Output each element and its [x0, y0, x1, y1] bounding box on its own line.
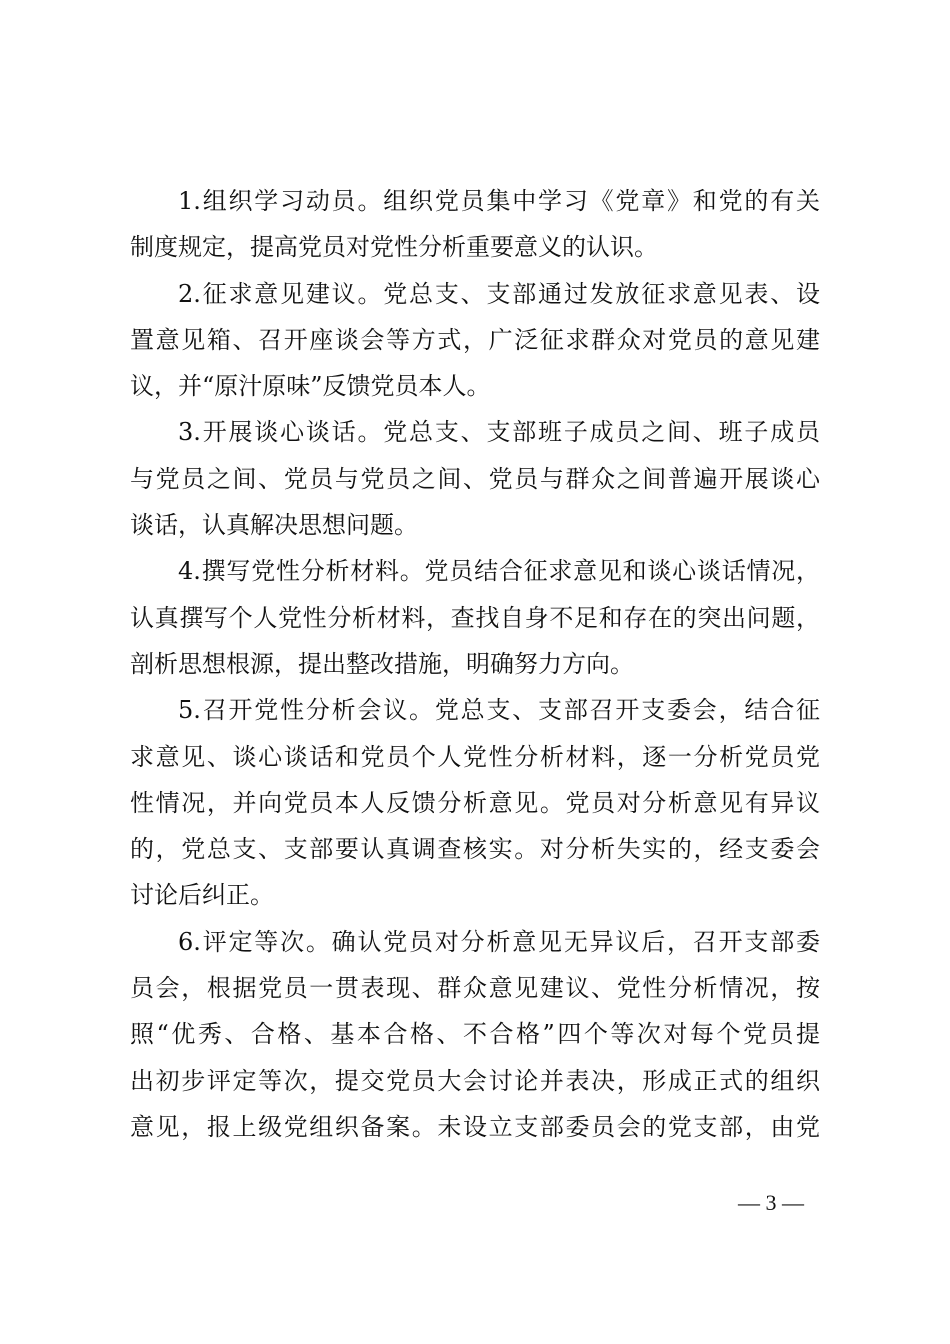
- paragraph-1-line-2: 制度规定，提高党员对党性分析重要意义的认识。: [130, 233, 658, 262]
- paragraph-1-line-1: 1.组织学习动员。组织党员集中学习《党章》和党的有关: [178, 187, 820, 215]
- paragraph-2-line-3: 议，并“原汁原味”反馈党员本人。: [130, 372, 491, 401]
- paragraph-3-line-3: 谈话，认真解决思想问题。: [130, 511, 418, 540]
- body-text: [130, 178, 820, 1150]
- paragraph-5-line-2: 求意见、谈心谈话和党员个人党性分析材料，逐一分析党员党: [130, 742, 820, 771]
- paragraph-6-line-3: 照“优秀、合格、基本合格、不合格”四个等次对每个党员提: [130, 1020, 820, 1049]
- paragraph-4-line-3: 剖析思想根源，提出整改措施，明确努力方向。: [130, 649, 634, 678]
- paragraph-2-line-2: 置意见箱、召开座谈会等方式，广泛征求群众对党员的意见建: [130, 325, 820, 354]
- paragraph-6-line-1: 6.评定等次。确认党员对分析意见无异议后，召开支部委: [178, 927, 820, 956]
- paragraph-6-line-4: 出初步评定等次，提交党员大会讨论并表决，形成正式的组织: [130, 1066, 820, 1095]
- paragraph-4-line-2: 认真撰写个人党性分析材料，查找自身不足和存在的突出问题，: [130, 603, 820, 632]
- paragraph-5-line-5: 讨论后纠正。: [130, 881, 274, 910]
- page-number: — 3 —: [738, 1190, 804, 1215]
- paragraph-5-line-1: 5.召开党性分析会议。党总支、支部召开支委会，结合征: [178, 696, 820, 725]
- paragraph-3-line-2: 与党员之间、党员与党员之间、党员与群众之间普遍开展谈心: [130, 464, 820, 493]
- paragraph-5-line-4: 的，党总支、支部要认真调查核实。对分析失实的，经支委会: [130, 835, 820, 864]
- paragraph-2-line-1: 2.征求意见建议。党总支、支部通过发放征求意见表、设: [178, 279, 820, 308]
- paragraph-5-line-3: 性情况，并向党员本人反馈分析意见。党员对分析意见有异议: [130, 788, 820, 817]
- paragraph-4-line-1: 4.撰写党性分析材料。党员结合征求意见和谈心谈话情况，: [178, 557, 820, 586]
- paragraph-6-line-5: 意见，报上级党组织备案。未设立支部委员会的党支部，由党: [130, 1112, 820, 1141]
- paragraph-6-line-2: 员会，根据党员一贯表现、群众意见建议、党性分析情况，按: [130, 974, 820, 1003]
- paragraph-3-line-1: 3.开展谈心谈话。党总支、支部班子成员之间、班子成员: [178, 418, 820, 447]
